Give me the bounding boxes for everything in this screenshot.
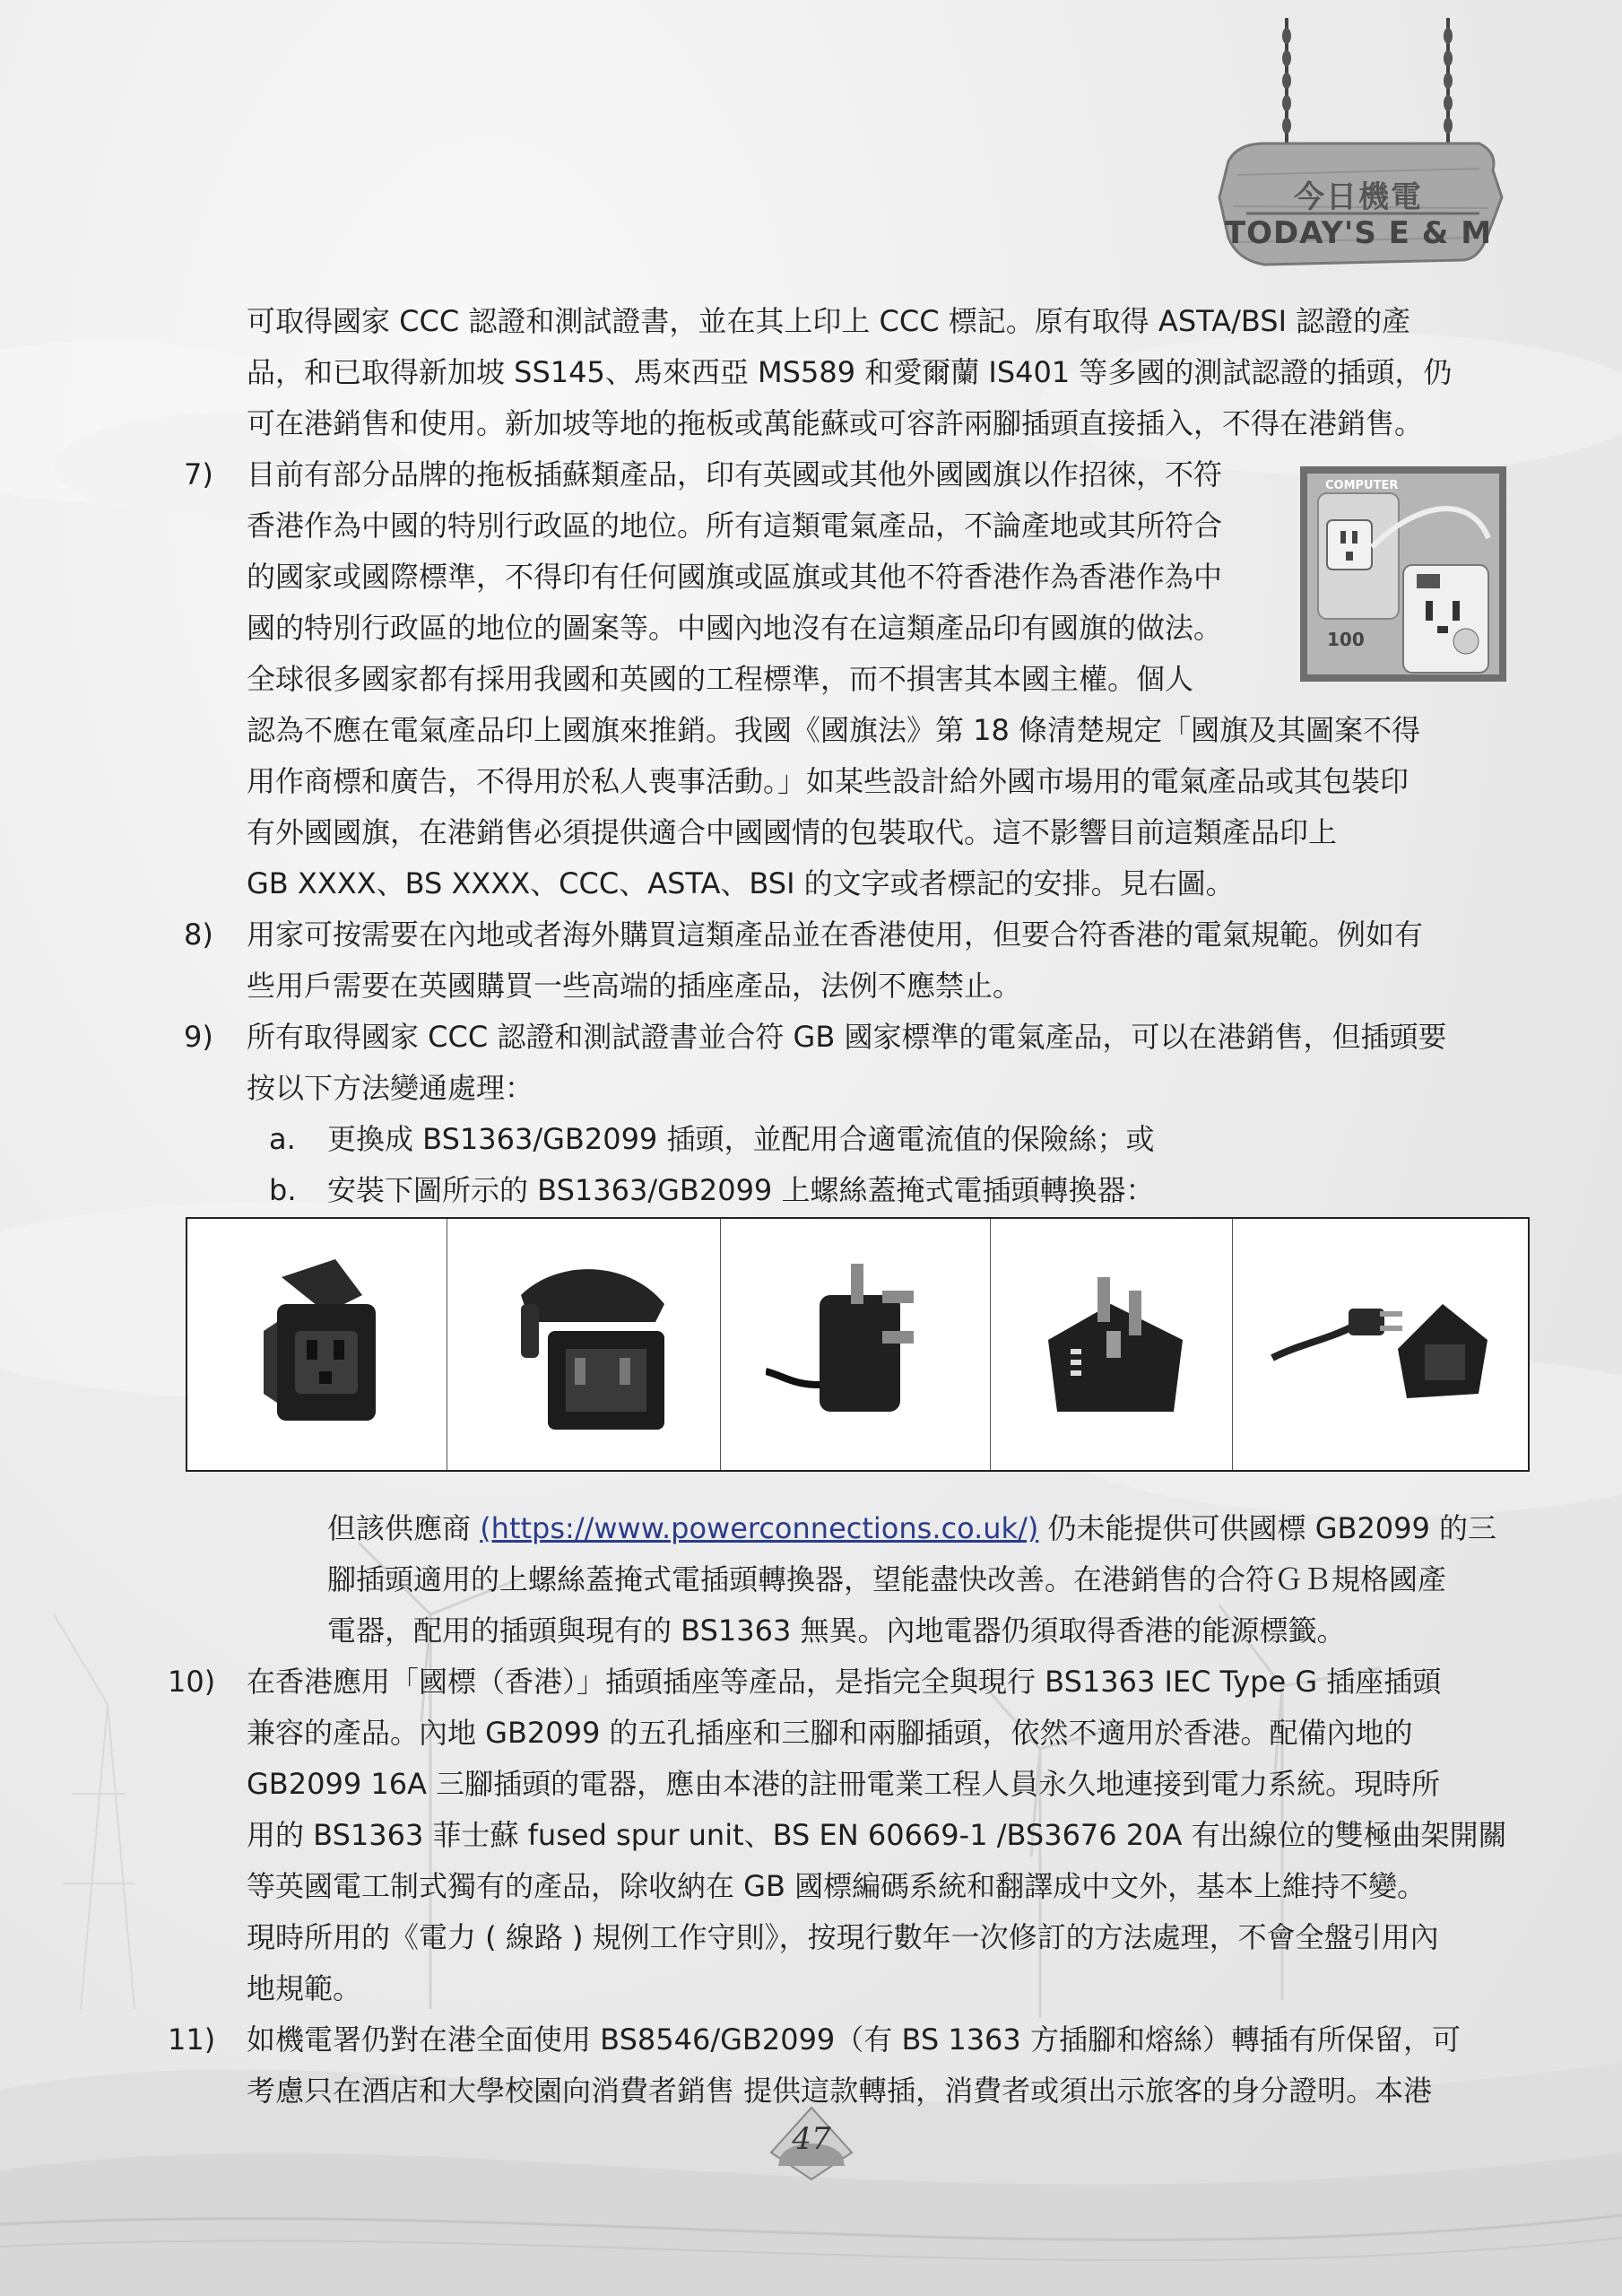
item-7-line: 目前有部分品牌的拖板插蘇類產品，印有英國或其他外國國旗以作招徠，不符	[247, 457, 1223, 491]
item-7-line: 的國家或國際標準，不得印有任何國旗或區旗或其他不符香港作為香港作為中	[247, 560, 1223, 594]
todays-em-sign	[1210, 18, 1506, 278]
item-7-narrow-block	[247, 449, 1354, 705]
adapter-with-cord-image	[1263, 1241, 1496, 1448]
item-9-sub-b	[184, 1165, 1511, 1216]
item-10	[168, 1657, 1511, 2014]
adapter-photo-table	[186, 1217, 1530, 1472]
item-8-line: 用家可按需要在內地或者海外購買這類產品並在香港使用，但要合符香港的電氣規範。例如有	[247, 918, 1424, 952]
compact-adapter-image	[1021, 1241, 1201, 1448]
intro-line: 可取得國家 CCC 認證和測試證書，並在其上印上 CCC 標記。原有取得 ASTA/BSI 認證的產	[247, 304, 1411, 338]
item-10-line: 地規範。	[247, 1971, 362, 2005]
item-10-line: 等英國電工制式獨有的產品，除收納在 GB 國標編碼系統和翻譯成中文外，基本上維持不變。	[247, 1869, 1427, 1903]
item-8-line: 些用戶需要在英國購買一些高端的插座產品，法例不應禁止。	[247, 969, 1022, 1003]
item-9-sub-a	[184, 1114, 1511, 1165]
item-9	[184, 1012, 1511, 1114]
item-8-number: 8)	[184, 918, 213, 952]
item-10-number: 10)	[168, 1665, 216, 1699]
sub-a-label: a.	[269, 1122, 296, 1156]
open-adapter-front-image	[228, 1241, 407, 1448]
item-10-line: 用的 BS1363 菲士蘇 fused spur unit、BS EN 60669-1 /BS3676 20A 有出線位的雙極曲架開關	[247, 1818, 1507, 1852]
intro-paragraph	[184, 296, 1511, 449]
item-7	[184, 449, 1511, 909]
sub-a-text: 更換成 BS1363/GB2099 插頭，並配用合適電流值的保險絲；或	[327, 1122, 1155, 1156]
item-7-line: 香港作為中國的特別行政區的地位。所有這類電氣產品，不論產地或其所符合	[247, 509, 1223, 543]
sign-title-chinese: 今日機電	[1294, 179, 1423, 215]
sub-b-label: b.	[269, 1173, 297, 1207]
item-8	[184, 909, 1511, 1012]
item-9-line: 按以下方法變通處理：	[247, 1071, 534, 1105]
supplier-note-line-3: 電器，配用的插頭與現有的 BS1363 無異。內地電器仍須取得香港的能源標籤。	[327, 1613, 1346, 1648]
intro-line: 可在港銷售和使用。新加坡等地的拖板或萬能蘇或可容許兩腳插頭直接插入，不得在港銷售。	[247, 406, 1424, 440]
item-7-line: 用作商標和廣告，不得用於私人喪事活動。」如某些設計給外國市場用的電氣產品或其包裝印	[247, 764, 1409, 798]
item-11-line: 如機電署仍對在港全面使用 BS8546/GB2099（有 BS 1363 方插腳和熔絲）轉插有所保留，可	[247, 2022, 1461, 2057]
item-11	[168, 2014, 1511, 2117]
item-10-line: 兼容的產品。內地 GB2099 的五孔插座和三腳和兩腳插頭，依然不適用於香港。配備內地的	[247, 1716, 1413, 1750]
photo-brand-text: COMPUTER	[1325, 479, 1399, 492]
adapter-photo-1	[187, 1219, 447, 1470]
item-11-line: 考慮只在酒店和大學校園向消費者銷售 提供這款轉插，消費者或須出示旅客的身分證明。本港	[247, 2074, 1433, 2108]
item-7-line: 國的特別行政區的地位的圖案等。中國內地沒有在這類產品印有國旗的做法。	[247, 611, 1223, 645]
supplier-link[interactable]: (https://www.powerconnections.co.uk/)	[480, 1511, 1039, 1545]
uk-plug-adapter-image	[766, 1241, 945, 1448]
photo-badge-text: 100	[1327, 629, 1365, 650]
item-10-line: GB2099 16A 三腳插頭的電器，應由本港的註冊電業工程人員永久地連接到電力系統。現時所	[247, 1767, 1441, 1801]
open-adapter-hinged-image	[485, 1241, 682, 1448]
supplier-note-line-1	[327, 1503, 1511, 1554]
item-9-line: 所有取得國家 CCC 認證和測試證書並合符 GB 國家標準的電氣產品，可以在港銷售，但插頭要	[247, 1020, 1447, 1054]
supplier-note-prefix: 但該供應商	[327, 1511, 481, 1545]
page-number-badge	[762, 2103, 861, 2184]
supplier-note	[184, 1503, 1511, 1657]
page-number: 47	[792, 2121, 831, 2157]
sign-title-english: TODAY'S E & M	[1224, 215, 1493, 251]
item-11-number: 11)	[168, 2022, 216, 2057]
supplier-note-line-2: 腳插頭適用的上螺絲蓋掩式電插頭轉換器，望能盡快改善。在港銷售的合符ＧＢ規格國產	[327, 1562, 1447, 1596]
adapter-photo-5	[1233, 1219, 1528, 1470]
item-9-number: 9)	[184, 1020, 213, 1054]
item-10-line: 在香港應用「國標（香港）」插頭插座等產品，是指完全與現行 BS1363 IEC Type G 插座插頭	[247, 1665, 1442, 1699]
item-7-line: GB XXXX、BS XXXX、CCC、ASTA、BSI 的文字或者標記的安排。見右圖。	[247, 866, 1235, 900]
item-7-line: 認為不應在電氣產品印上國旗來推銷。我國《國旗法》第 18 條清楚規定「國旗及其圖案不得	[247, 713, 1421, 747]
adapter-photo-2	[447, 1219, 721, 1470]
adapter-photo-4	[991, 1219, 1233, 1470]
intro-line: 品，和已取得新加坡 SS145、馬來西亞 MS589 和愛爾蘭 IS401 等多國的測試認證的插頭，仍	[247, 355, 1453, 389]
article-body	[168, 296, 1511, 2117]
item-7-line: 有外國國旗，在港銷售必須提供適合中國國情的包裝取代。這不影響目前這類產品印上	[247, 815, 1338, 849]
adapter-photo-3	[721, 1219, 990, 1470]
sub-b-text: 安裝下圖所示的 BS1363/GB2099 上螺絲蓋掩式電插頭轉換器：	[327, 1173, 1155, 1207]
item-7-line: 全球很多國家都有採用我國和英國的工程標準，而不損害其本國主權。個人	[247, 662, 1194, 696]
item-7-number: 7)	[184, 457, 213, 491]
supplier-note-suffix: 仍未能提供可供國標 GB2099 的三	[1038, 1511, 1497, 1545]
item-10-line: 現時所用的《電力 ( 線路 ) 規例工作守則》，按現行數年一次修訂的方法處理，不會全盤引用內	[247, 1920, 1439, 1954]
